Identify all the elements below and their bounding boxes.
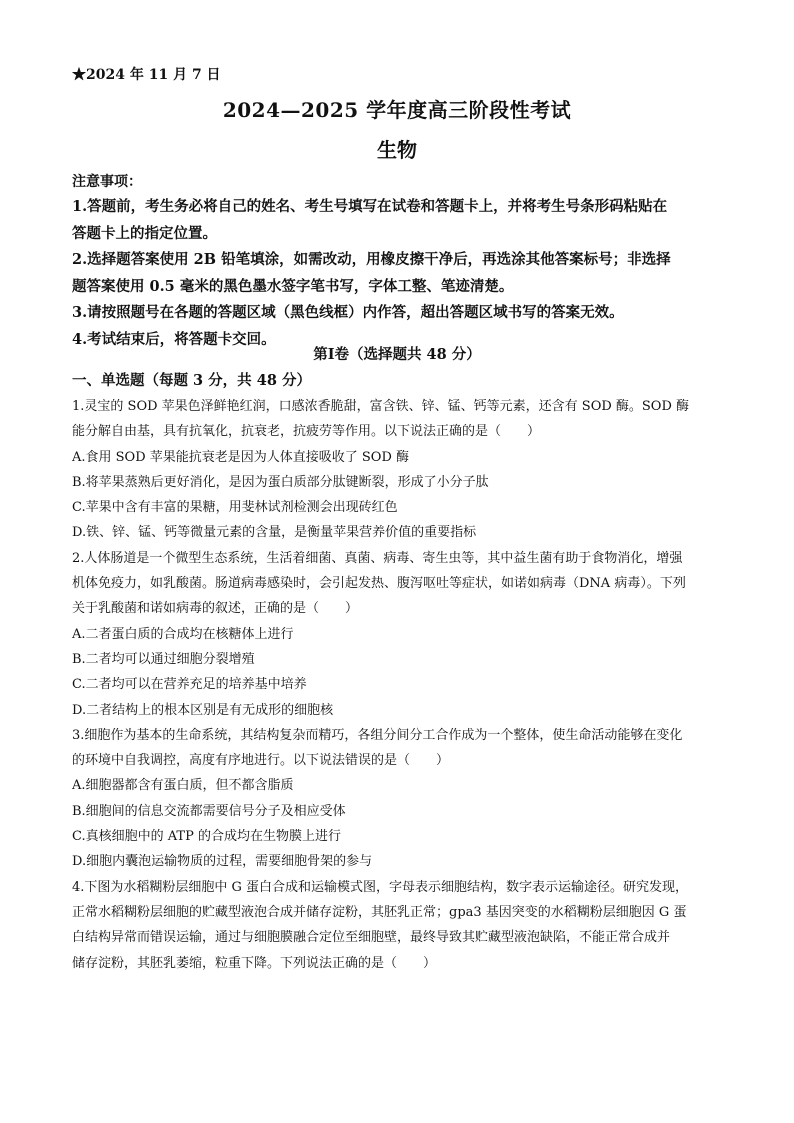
note-line: 题答案使用 0.5 毫米的黑色墨水签字笔书写，字体工整、笔迹清楚。 <box>72 277 514 295</box>
option-b: B.二者均可以通过细胞分裂增殖 <box>72 651 255 667</box>
note-line: 2.选择题答案使用 2B 铅笔填涂，如需改动，用橡皮擦干净后，再选涂其他答案标号；非选择 <box>72 251 671 268</box>
question-1 <box>72 394 732 546</box>
question-stem-line: 2.人体肠道是一个微型生态系统，生活着细菌、真菌、病毒、寄生虫等，其中益生菌有助于食物消化，增强 <box>72 550 683 566</box>
note-line: 3.请按照题号在各题的答题区域（黑色线框）内作答，超出答题区域书写的答案无效。 <box>72 304 624 321</box>
option-d: D.铁、锌、锰、钙等微量元素的含量，是衡量苹果营养价值的重要指标 <box>72 525 477 541</box>
question-stem-line: 机体免疫力，如乳酸菌。肠道病毒感染时，会引起发热、腹泻呕吐等症状，如诺如病毒（DNA 病毒）。下列 <box>72 576 686 592</box>
option-b: B.将苹果蒸熟后更好消化，是因为蛋白质部分肽键断裂，形成了小分子肽 <box>72 474 489 490</box>
exam-subject: 生物 <box>377 138 417 162</box>
question-stem-line: 1.灵宝的 SOD 苹果色泽鲜艳红润，口感浓香脆甜，富含铁、锌、锰、钙等元素，还含有 SOD 酶。SOD 酶 <box>72 399 690 414</box>
question-3 <box>72 723 732 875</box>
note-line: 答题卡上的指定位置。 <box>72 224 217 242</box>
part-title: 第Ⅰ卷（选择题共 48 分） <box>313 346 481 363</box>
question-stem-line: 4.下图为水稻糊粉层细胞中 G 蛋白合成和运输模式图，字母表示细胞结构，数字表示运输途径。研究发现， <box>72 879 689 895</box>
notes-heading: 注意事项： <box>72 174 142 190</box>
section-heading: 一、单选题（每题 3 分，共 48 分） <box>72 372 311 389</box>
option-d: D.二者结构上的根本区别是有无成形的细胞核 <box>72 702 334 718</box>
question-stem-line: 关于乳酸菌和诺如病毒的叙述，正确的是（ ） <box>72 601 359 617</box>
option-c: C.真核细胞中的 ATP 的合成均在生物膜上进行 <box>72 829 341 845</box>
option-a: A.食用 SOD 苹果能抗衰老是因为人体直接吸收了 SOD 酶 <box>72 449 410 465</box>
question-stem-line: 储存淀粉，其胚乳萎缩，粒重下降。下列说法正确的是（ ） <box>72 955 437 971</box>
exam-title: 2024—2025 学年度高三阶段性考试 <box>222 98 572 122</box>
option-c: C.二者均可以在营养充足的培养基中培养 <box>72 677 307 693</box>
option-d: D.细胞内囊泡运输物质的过程，需要细胞骨架的参与 <box>72 854 373 870</box>
option-b: B.细胞间的信息交流都需要信号分子及相应受体 <box>72 803 346 819</box>
note-line: 4.考试结束后，将答题卡交回。 <box>72 330 276 348</box>
question-stem-line: 能分解自由基，具有抗氧化，抗衰老，抗疲劳等作用。以下说法正确的是（ ） <box>72 424 541 440</box>
question-4 <box>72 875 732 976</box>
question-stem-line: 3.细胞作为基本的生命系统，其结构复杂而精巧，各组分间分工合作成为一个整体，使生命活动能够在变化 <box>72 727 683 743</box>
question-stem-line: 的环境中自我调控，高度有序地进行。以下说法错误的是（ ） <box>72 753 450 769</box>
exam-date: ★2024 年 11 月 7 日 <box>72 67 221 83</box>
question-stem-line: 正常水稻糊粉层细胞的贮藏型液泡合成并储存淀粉，其胚乳正常；gpa3 基因突变的水稻糊粉层细胞因 G 蛋 <box>72 904 687 920</box>
option-a: A.细胞器都含有蛋白质，但不都含脂质 <box>72 778 294 794</box>
note-line: 1.答题前，考生务必将自己的姓名、考生号填写在试卷和答题卡上，并将考生号条形码粘贴在 <box>72 198 668 215</box>
notes-section <box>72 170 732 353</box>
option-c: C.苹果中含有丰富的果糖，用斐林试剂检测会出现砖红色 <box>72 500 398 516</box>
question-list <box>72 394 732 976</box>
question-stem-line: 白结构异常而错误运输，通过与细胞膜融合定位至细胞壁，最终导致其贮藏型液泡缺陷，不能正常合成并 <box>72 930 671 946</box>
option-a: A.二者蛋白质的合成均在核糖体上进行 <box>72 626 294 642</box>
question-2 <box>72 546 732 723</box>
